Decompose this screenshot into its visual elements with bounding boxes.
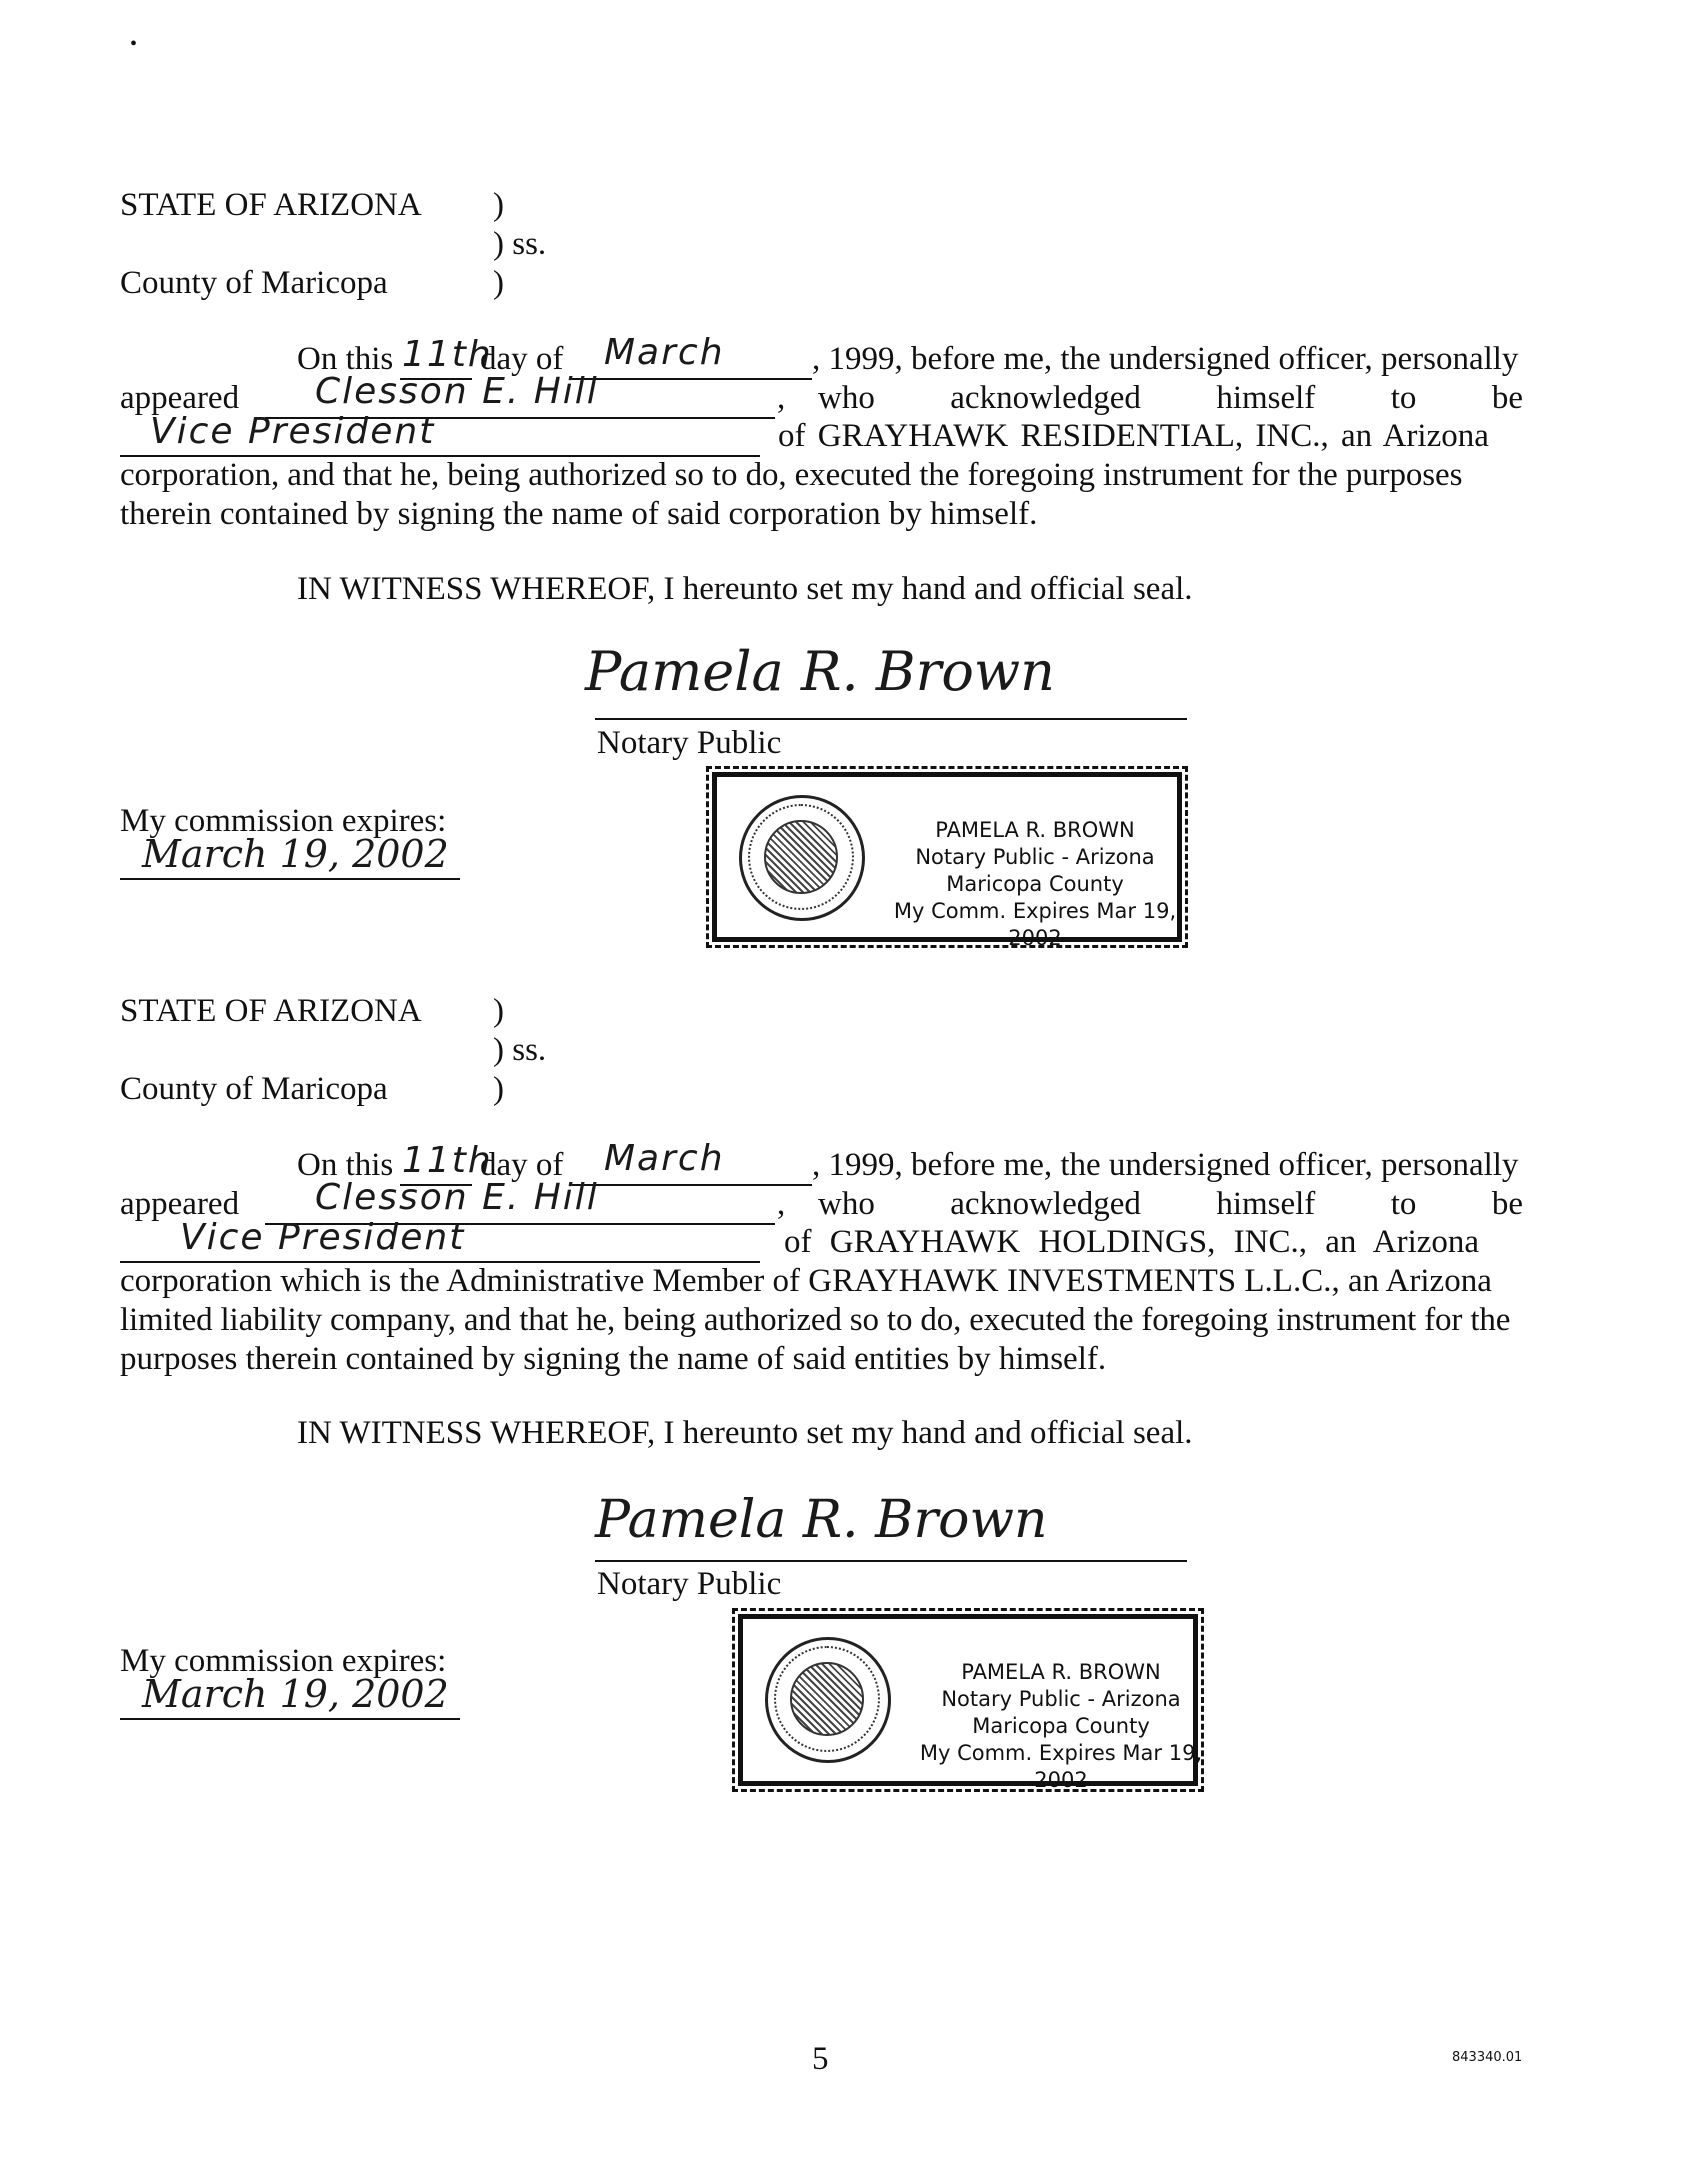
- body-line6-2: purposes therein contained by signing the name of said entities by himself.: [120, 1341, 1107, 1377]
- word-2-2: acknowledged: [950, 1186, 1141, 1222]
- commission-blank-2: [120, 1672, 460, 1720]
- day-value-2: 11th: [402, 1140, 493, 1181]
- word-1-5: be: [1491, 380, 1523, 416]
- venue-state-2: STATE OF ARIZONA: [120, 993, 422, 1029]
- venue-paren-1b: ): [493, 265, 504, 301]
- venue-paren-2a: ): [493, 993, 504, 1029]
- appeared-label-2: appeared: [120, 1186, 240, 1222]
- venue-state-1: STATE OF ARIZONA: [120, 187, 422, 223]
- year-text-2: , 1999, before me, the undersigned officer, personally: [812, 1147, 1519, 1183]
- venue-county-1: County of Maricopa: [120, 265, 388, 301]
- title-blank-2: [120, 1217, 760, 1263]
- body-line4-2: corporation which is the Administrative Member of GRAYHAWK INVESTMENTS L.L.C., an Arizona: [120, 1263, 1492, 1299]
- on-this-label-2: On this: [297, 1147, 394, 1183]
- word-2-4: to: [1390, 1186, 1417, 1222]
- company-line-1: [778, 417, 1523, 455]
- month-value-2: March: [604, 1138, 725, 1179]
- word-1-3: himself: [1216, 380, 1316, 416]
- comma-1: ,: [777, 380, 786, 416]
- stamp-text-1: [885, 817, 1185, 952]
- venue-paren-1a: ): [493, 187, 504, 223]
- body-line5-1: therein contained by signing the name of said corporation by himself.: [120, 496, 1038, 532]
- stamp-text-2: [911, 1659, 1211, 1794]
- appeared-label-1: appeared: [120, 380, 240, 416]
- month-value-1: March: [604, 332, 725, 373]
- word-2-3: himself: [1216, 1186, 1316, 1222]
- commission-value-2: March 19, 2002: [142, 1672, 449, 1716]
- title-value-2: Vice President: [180, 1217, 466, 1258]
- signature-line-1: [595, 718, 1187, 720]
- stamp-title-2: Notary Public - Arizona: [941, 1687, 1181, 1711]
- day-of-label-2: day of: [480, 1147, 564, 1183]
- word-2-1: who: [818, 1186, 875, 1222]
- company-text-1: of GRAYHAWK RESIDENTIAL, INC., an Arizona: [778, 418, 1489, 454]
- commission-label-2: My commission expires:: [120, 1643, 447, 1679]
- day-value-1: 11th: [402, 334, 493, 375]
- month-blank-2: [572, 1138, 812, 1186]
- acknowledge-words-1: [818, 379, 1523, 417]
- word-2-5: be: [1491, 1186, 1523, 1222]
- signature-2: Pamela R. Brown: [595, 1490, 1048, 1550]
- venue-ss-2: ) ss.: [493, 1032, 547, 1068]
- word-1-2: acknowledged: [950, 380, 1141, 416]
- commission-blank-1: [120, 832, 460, 880]
- venue-ss-1: ) ss.: [493, 226, 547, 262]
- year-text-1: , 1999, before me, the undersigned officer, personally: [812, 341, 1519, 377]
- document-number: 843340.01: [1452, 2050, 1523, 2065]
- notary-label-2: Notary Public: [597, 1566, 782, 1602]
- witness-2: IN WITNESS WHEREOF, I hereunto set my hand and official seal.: [297, 1415, 1193, 1451]
- body-line5-2: limited liability company, and that he, being authorized so to do, executed the foregoing instrument for the: [120, 1302, 1511, 1338]
- month-blank-1: [572, 332, 812, 380]
- word-1-4: to: [1390, 380, 1417, 416]
- stamp-county-1: Maricopa County: [946, 872, 1124, 896]
- venue-paren-2b: ): [493, 1071, 504, 1107]
- commission-label-1: My commission expires:: [120, 803, 447, 839]
- comma-2: ,: [777, 1186, 786, 1222]
- notary-seal-icon: [765, 1637, 891, 1763]
- notary-seal-icon: [739, 795, 865, 921]
- acknowledge-words-2: [818, 1185, 1523, 1223]
- scan-mark: •: [130, 33, 138, 55]
- name-value-2: Clesson E. Hill: [315, 1177, 599, 1218]
- body-line4-1: corporation, and that he, being authorized so to do, executed the foregoing instrument for the purposes: [120, 457, 1463, 493]
- notary-stamp-2: [738, 1614, 1203, 1792]
- notary-label-1: Notary Public: [597, 725, 782, 761]
- stamp-name-2: PAMELA R. BROWN: [961, 1660, 1161, 1684]
- page-number: 5: [812, 2041, 829, 2077]
- title-value-1: Vice President: [150, 411, 436, 452]
- name-value-1: Clesson E. Hill: [315, 371, 599, 412]
- stamp-expires-1: My Comm. Expires Mar 19, 2002: [893, 899, 1177, 950]
- stamp-county-2: Maricopa County: [972, 1714, 1150, 1738]
- commission-value-1: March 19, 2002: [142, 832, 449, 876]
- witness-1: IN WITNESS WHEREOF, I hereunto set my hand and official seal.: [297, 571, 1193, 607]
- company-text-2: of GRAYHAWK HOLDINGS, INC., an Arizona: [784, 1224, 1480, 1260]
- notary-stamp-1: [712, 772, 1182, 950]
- stamp-expires-2: My Comm. Expires Mar 19, 2002: [919, 1741, 1203, 1792]
- word-1-1: who: [818, 380, 875, 416]
- stamp-name-1: PAMELA R. BROWN: [935, 818, 1135, 842]
- stamp-title-1: Notary Public - Arizona: [915, 845, 1155, 869]
- signature-line-2: [595, 1560, 1187, 1562]
- company-line-2: [784, 1223, 1523, 1261]
- title-blank-1: [120, 411, 760, 457]
- venue-county-2: County of Maricopa: [120, 1071, 388, 1107]
- day-of-label-1: day of: [480, 341, 564, 377]
- on-this-label-1: On this: [297, 341, 394, 377]
- signature-1: Pamela R. Brown: [585, 640, 1055, 703]
